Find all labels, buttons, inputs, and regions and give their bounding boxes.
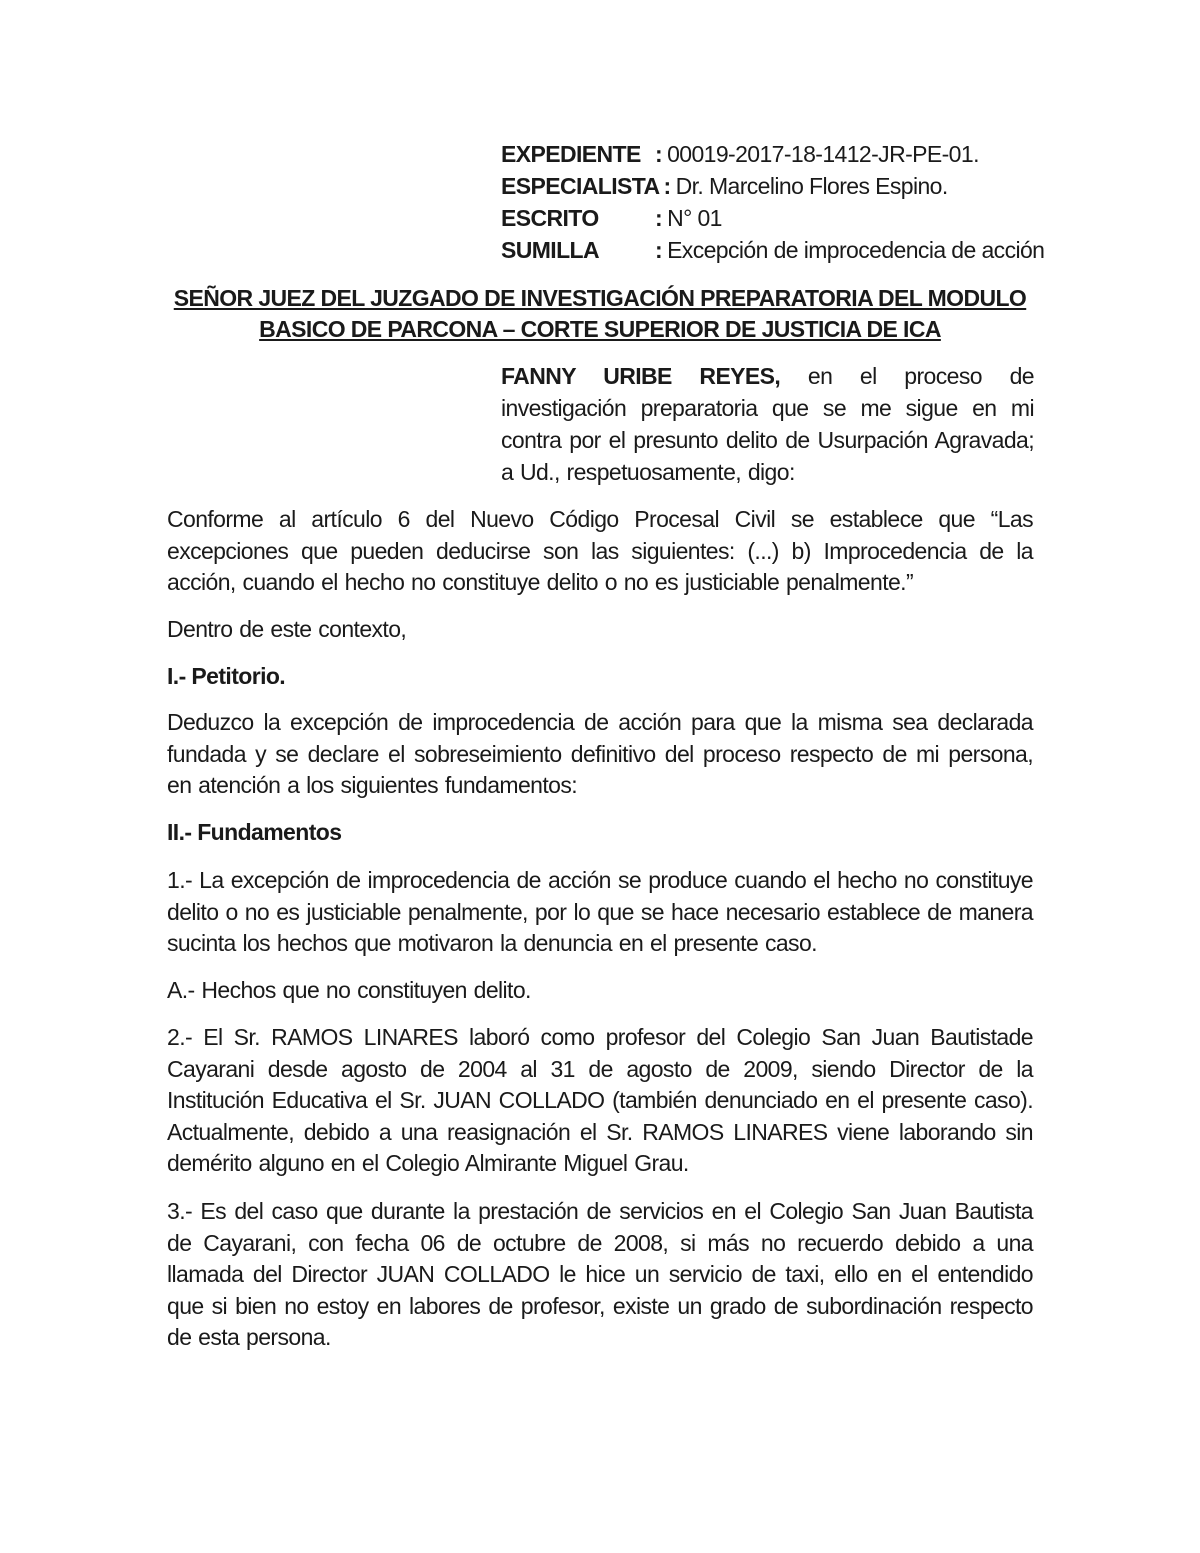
paragraph-fundamento-3: 3.- Es del caso que durante la prestación de servicios en el Colegio San Juan Bautista de Cayarani, con fecha 06 de octubre de 2008, si más no recuerdo debido a una llamada del Director JUAN COLLADO le hice un servicio de taxi, ello en el entendido que si bien no estoy en labores de profesor, existe un grado de subordinación respecto de esta persona. <box>167 1198 1033 1350</box>
sumilla-label: SUMILLA <box>501 237 600 263</box>
paragraph-fundamento-2: 2.- El Sr. RAMOS LINARES laboró como profesor del Colegio San Juan Bautistade Cayarani desde agosto de 2004 al 31 de agosto de 2009, siendo Director de la Institución Educativa el Sr. JUAN COLLADO (también denunciado en el presente caso). Actualmente, debido a una reasignación el Sr. RAMOS LINARES viene laborando sin demérito alguno en el Colegio Almirante Miguel Grau. <box>167 1024 1033 1176</box>
especialista-label: ESPECIALISTA <box>501 173 660 199</box>
sumilla-value: Excepción de improcedencia de acción <box>667 237 1045 263</box>
paragraph-hechos-a: A.- Hechos que no constituyen delito. <box>167 977 531 1003</box>
addressee-line-2: BASICO DE PARCONA – CORTE SUPERIOR DE JUSTICIA DE ICA <box>259 316 941 342</box>
paragraph-deduzco: Deduzco la excepción de improcedencia de acción para que la misma sea declarada fundada y se declare el sobreseimiento definitivo del proceso respecto de mi persona, en atención a los siguientes fundamentos: <box>167 709 1033 798</box>
sumilla-colon: : <box>655 237 663 263</box>
heading-petitorio: I.- Petitorio. <box>167 663 286 689</box>
especialista-value: Dr. Marcelino Flores Espino. <box>675 173 948 199</box>
paragraph-contexto: Dentro de este contexto, <box>167 616 407 642</box>
intro-paragraph <box>501 360 1034 488</box>
addressee-line-1: SEÑOR JUEZ DEL JUZGADO DE INVESTIGACIÓN PREPARATORIA DEL MODULO <box>173 285 1027 311</box>
sumilla-row <box>501 234 1061 266</box>
especialista-colon: : <box>663 173 671 199</box>
expediente-colon: : <box>655 141 663 167</box>
especialista-row <box>501 170 1061 202</box>
expediente-value: 00019-2017-18-1412-JR-PE-01. <box>667 141 979 167</box>
addressee-heading <box>160 283 1040 345</box>
expediente-label: EXPEDIENTE <box>501 141 641 167</box>
escrito-value: N° 01 <box>667 205 722 231</box>
petitioner-name: FANNY URIBE REYES, <box>501 363 781 389</box>
intro-text: en el proceso de investigación preparatoria que se me sigue en mi contra por el presunto delito de Usurpación Agravada; a Ud., respetuosamente, digo: <box>501 363 1034 485</box>
escrito-row <box>501 202 1061 234</box>
heading-fundamentos: II.- Fundamentos <box>167 819 342 845</box>
escrito-label: ESCRITO <box>501 205 599 231</box>
escrito-colon: : <box>655 205 663 231</box>
expediente-row <box>501 138 1061 170</box>
paragraph-fundamento-1: 1.- La excepción de improcedencia de acción se produce cuando el hecho no constituye delito o no es justiciable penalmente, por lo que se hace necesario establece de manera sucinta los hechos que motivaron la denuncia en el presente caso. <box>167 867 1033 956</box>
paragraph-conforme: Conforme al artículo 6 del Nuevo Código Procesal Civil se establece que “Las excepciones que pueden deducirse son las siguientes: (...) b) Improcedencia de la acción, cuando el hecho no constituye delito o no es justiciable penalmente.” <box>167 506 1033 595</box>
case-header <box>501 138 1061 266</box>
